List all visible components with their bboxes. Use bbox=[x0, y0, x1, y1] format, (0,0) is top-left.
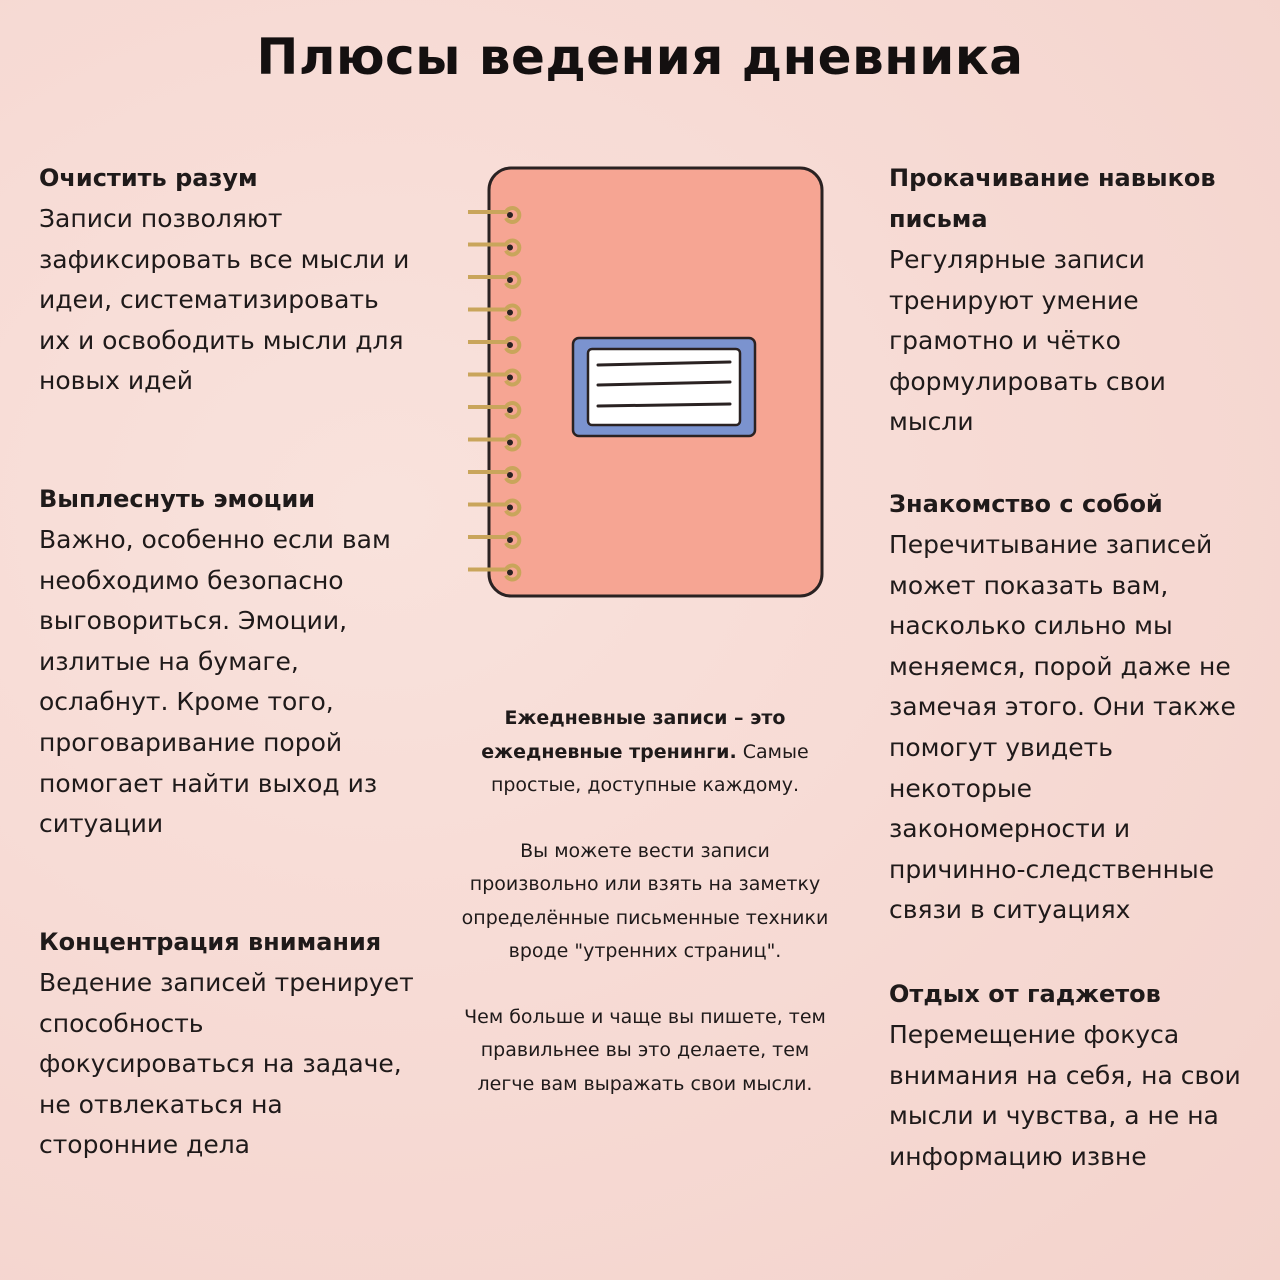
label-line bbox=[598, 404, 730, 406]
center-text bbox=[455, 702, 835, 1133]
spiral-hole bbox=[507, 537, 513, 543]
benefit-text: Ведение записей тренирует способность фокусироваться на задаче, не отвлекаться на сторонние дела bbox=[39, 968, 414, 1160]
page-title: Плюсы ведения дневника bbox=[256, 28, 1024, 86]
benefit-release-emotions bbox=[39, 479, 409, 845]
benefit-text: Важно, особенно если вам необходимо безопасно выговориться. Эмоции, излитые на бумаге, ослабнут. Кроме того, проговаривание порой помогает найти выход из ситуации bbox=[39, 525, 391, 839]
center-paragraph-2: Вы можете вести записи произвольно или взять на заметку определённые письменные техники вроде "утренних страниц". bbox=[461, 839, 829, 962]
benefit-text: Перемещение фокуса внимания на себя, на свои мысли и чувства, а не на информацию извне bbox=[889, 1020, 1241, 1171]
benefit-know-yourself bbox=[889, 484, 1249, 931]
benefit-text: Регулярные записи тренируют умение грамотно и чётко формулировать свои мысли bbox=[889, 245, 1166, 437]
notebook-icon bbox=[460, 160, 830, 610]
spiral-hole bbox=[507, 472, 513, 478]
benefit-text: Перечитывание записей может показать вам, насколько сильно мы меняемся, порой даже не замечая этого. Они также помогут увидеть некоторые закономерности и причинно-следственные связи в ситуациях bbox=[889, 530, 1236, 925]
spiral-hole bbox=[507, 375, 513, 381]
center-bold: Ежедневные записи – это ежедневные тренинги. bbox=[481, 707, 786, 763]
benefit-heading: Концентрация внимания bbox=[39, 928, 382, 956]
benefit-heading: Выплеснуть эмоции bbox=[39, 485, 316, 513]
spiral-hole bbox=[507, 570, 513, 576]
center-paragraph-3: Чем больше и чаще вы пишете, тем правильнее вы это делаете, тем легче вам выражать свои мысли. bbox=[464, 1005, 826, 1095]
spiral-hole bbox=[507, 310, 513, 316]
spiral-hole bbox=[507, 212, 513, 218]
spiral-hole bbox=[507, 245, 513, 251]
center-rest: Самые простые, доступные каждому. bbox=[490, 740, 809, 796]
benefit-gadget-break bbox=[889, 974, 1259, 1177]
benefit-writing-skills bbox=[889, 158, 1234, 443]
benefit-heading: Прокачивание навыков письма bbox=[889, 164, 1216, 233]
benefit-concentration bbox=[39, 922, 414, 1166]
center-paragraph-1 bbox=[455, 702, 835, 803]
spiral-hole bbox=[507, 342, 513, 348]
benefit-heading: Очистить разум bbox=[39, 164, 258, 192]
spiral-hole bbox=[507, 277, 513, 283]
benefit-text: Записи позволяют зафиксировать все мысли и идеи, систематизировать их и освободить мысли для новых идей bbox=[39, 204, 410, 396]
benefit-heading: Отдых от гаджетов bbox=[889, 980, 1161, 1008]
spiral-hole bbox=[507, 505, 513, 511]
spiral-hole bbox=[507, 407, 513, 413]
notebook-label bbox=[588, 349, 740, 425]
spiral-hole bbox=[507, 440, 513, 446]
benefit-heading: Знакомство с собой bbox=[889, 490, 1163, 518]
benefit-clear-mind bbox=[39, 158, 414, 402]
